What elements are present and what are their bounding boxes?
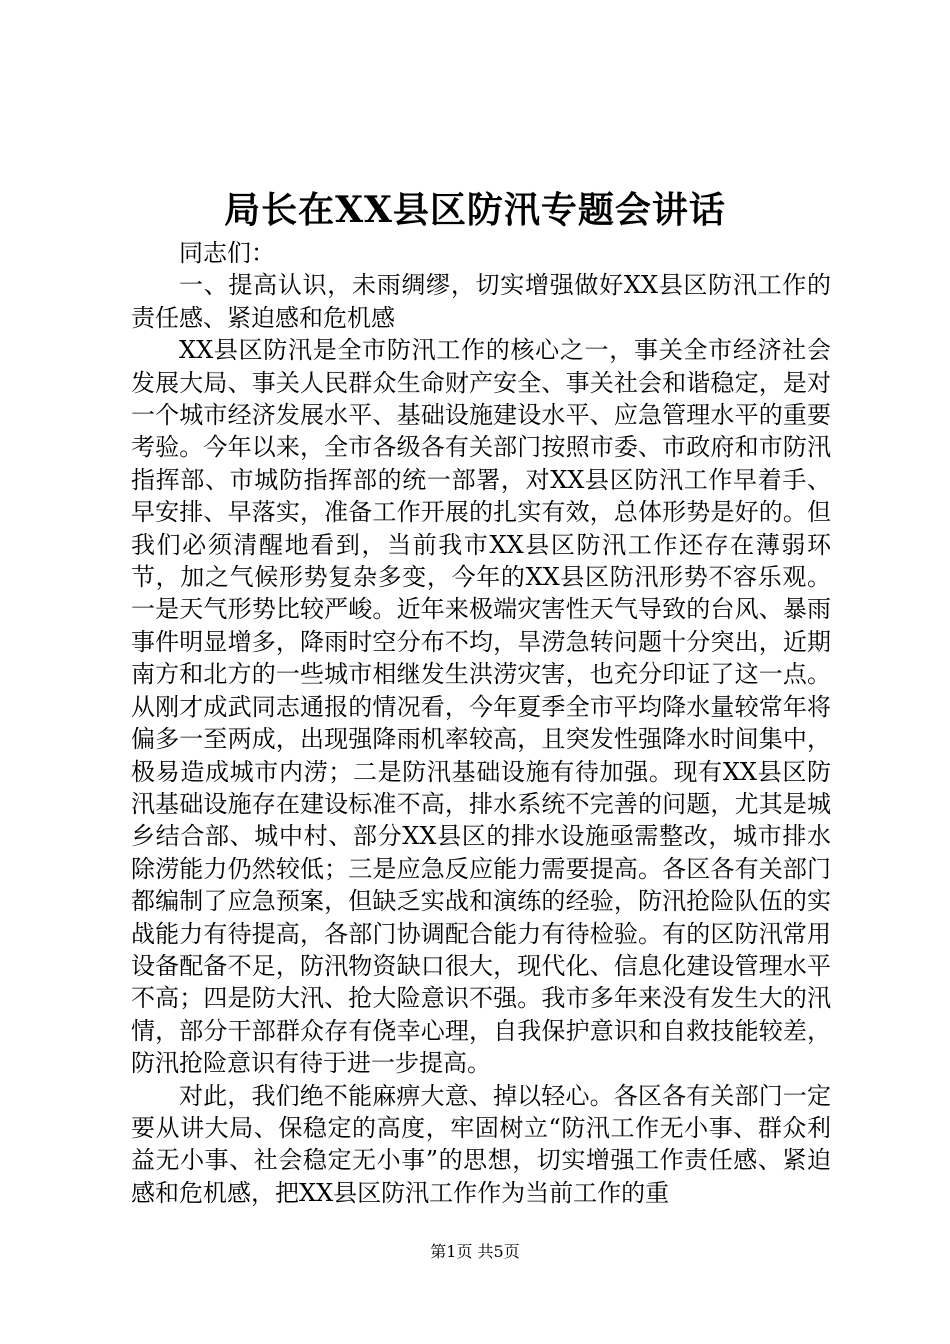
page-number-footer: 第1页 共5页 (430, 1242, 520, 1261)
paragraph-greeting: 同志们： (179, 239, 275, 267)
paragraph-heading-one: 一、提高认识，未雨绸缪，切实增强做好XX县区防汛工作的责任感、紧迫感和危机感 (131, 271, 831, 332)
paragraph-situation: XX县区防汛是全市防汛工作的核心之一，事关全市经济社会发展大局、事关人民群众生命财产安全、事关社会和谐稳定，是对一个城市经济发展水平、基础设施建设水平、应急管理水平的重要考验。今年以来，全市各级各有关部门按照市委、市政府和市防汛指挥部、市城防指挥部的统一部署，对XX县区防汛工作早着手、早安排、早落实，准备工作开展的扎实有效，总体形势是好的。但我们必须清醒地看到，当前我市XX县区防汛工作还存在薄弱环节，加之气候形势复杂多变，今年的XX县区防汛形势不容乐观。一是天气形势比较严峻。近年来极端灾害性天气导致的台风、暴雨事件明显增多，降雨时空分布不均，旱涝急转问题十分突出，近期南方和北方的一些城市相继发生洪涝灾害，也充分印证了这一点。从刚才成武同志通报的情况看，今年夏季全市平均降水量较常年将偏多一至两成，出现强降雨机率较高，且突发性强降水时间集中，极易造成城市内涝；二是防汛基础设施有待加强。现有XX县区防汛基础设施存在建设标准不高，排水系统不完善的问题，尤其是城乡结合部、城中村、部分XX县区的排水设施亟需整改，城市排水除涝能力仍然较低；三是应急反应能力需要提高。各区各有关部门都编制了应急预案，但缺乏实战和演练的经验，防汛抢险队伍的实战能力有待提高，各部门协调配合能力有待检验。有的区防汛常用设备配备不足，防汛物资缺口很大，现代化、信息化建设管理水平不高；四是防大汛、抢大险意识不强。我市多年来没有发生大的汛情，部分干部群众存有侥幸心理，自我保护意识和自救技能较差，防汛抢险意识有待于进一步提高。 (131, 336, 831, 1078)
paragraph-response: 对此，我们绝不能麻痹大意、掉以轻心。各区各有关部门一定要从讲大局、保稳定的高度，牢固树立“防汛工作无小事、群众利益无小事、社会稳定无小事”的思想，切实增强工作责任感、紧迫感和危机感，把XX县区防汛工作作为当前工作的重 (131, 1081, 831, 1207)
document-body (131, 237, 831, 1209)
document-title: 局长在XX县区防汛专题会讲话 (224, 189, 726, 231)
